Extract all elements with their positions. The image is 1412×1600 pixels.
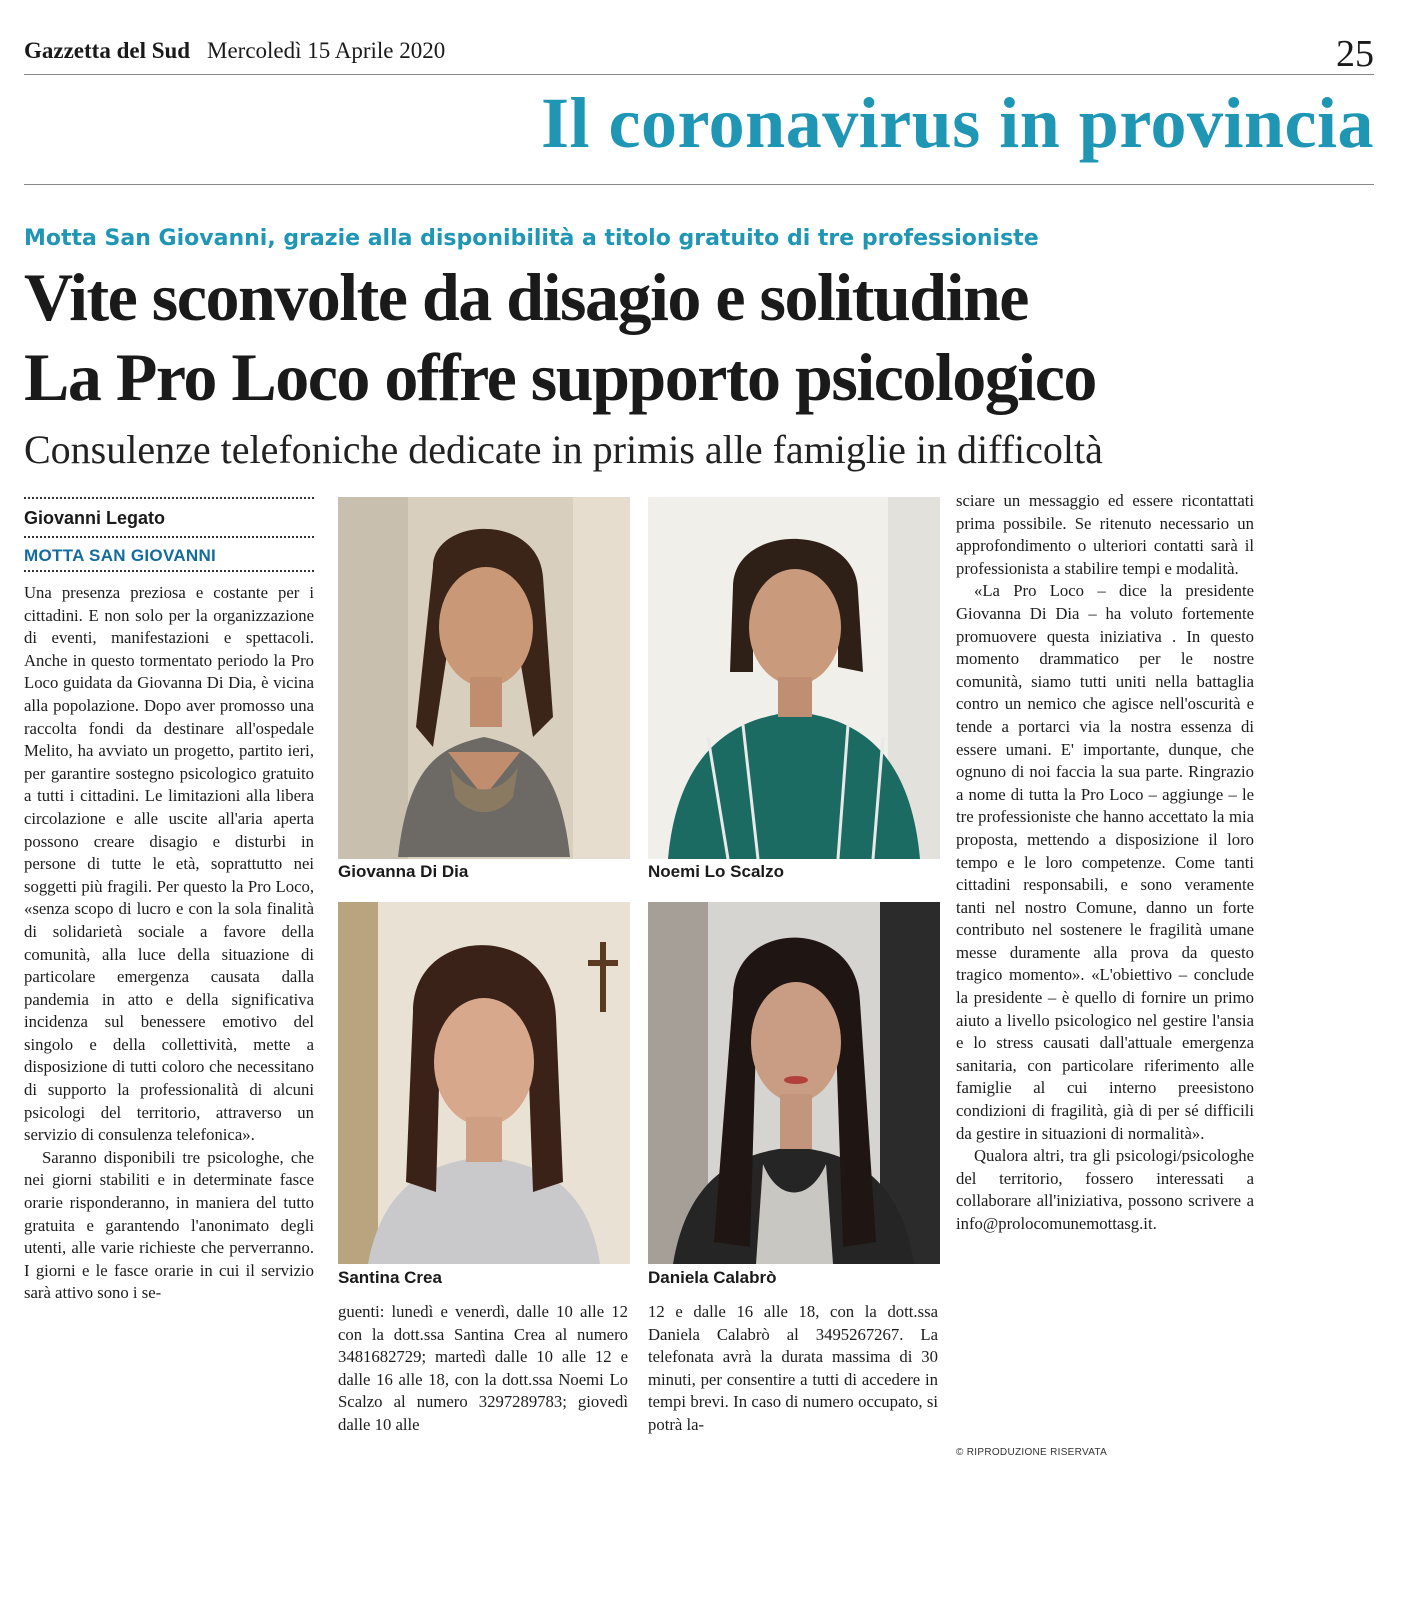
byline-box bbox=[24, 497, 314, 572]
portrait-photo-giovanna-di-dia bbox=[338, 497, 630, 859]
dateline: MOTTA SAN GIOVANNI bbox=[24, 546, 217, 565]
issue-date: Mercoledì 15 Aprile 2020 bbox=[207, 38, 446, 63]
headline-line-1: Vite sconvolte da disagio e solitudine bbox=[24, 259, 1028, 335]
section-title: Il coronavirus in provincia bbox=[541, 83, 1374, 163]
photo-caption: Noemi Lo Scalzo bbox=[648, 862, 785, 881]
article-kicker: Motta San Giovanni, grazie alla disponibilità a titolo gratuito di tre professioniste bbox=[24, 226, 1039, 251]
photo-caption: Santina Crea bbox=[338, 1268, 442, 1287]
article-column-2 bbox=[338, 1301, 628, 1437]
photo-caption: Daniela Calabrò bbox=[648, 1268, 777, 1287]
portrait-image bbox=[338, 902, 630, 1264]
paragraph: guenti: lunedì e venerdì, dalle 10 alle 12 con la dott.ssa Santina Crea al numero 3481682729; martedì dalle 10 alle 12 e dalle 16 alle 18, con la dott.ssa Noemi Lo Scalzo al numero 3297289783; giovedì dalle 10 alle bbox=[338, 1302, 628, 1434]
page-number: 25 bbox=[1336, 33, 1374, 75]
paragraph: Qualora altri, tra gli psicologi/psicologhe del territorio, fossero interessati a collaborare all'iniziativa, possono scrivere a info@prolocomunemottasg.it. bbox=[956, 1146, 1254, 1233]
paragraph: Saranno disponibili tre psicologhe, che nei giorni stabiliti e in determinate fasce orarie risponderanno, in maniera del tutto gratuita e garantendo l'anonimato degli utenti, alle varie richieste che perverranno. I giorni e le fasce orarie in cui il servizio sarà attivo sono i se- bbox=[24, 1147, 314, 1303]
paper-name: Gazzetta del Sud bbox=[24, 38, 191, 63]
article-column-4 bbox=[956, 490, 1254, 1236]
paragraph: sciare un messaggio ed essere ricontattati prima possibile. Se ritenuto necessario un approfondimento o ulteriori contatti sarà il professionista a stabilire tempi e modalità. bbox=[956, 491, 1254, 578]
paragraph: 12 e dalle 16 alle 18, con la dott.ssa Daniela Calabrò al 3495267267. La telefonata avrà la durata massima di 30 minuti, per consentire a tutti di accedere in tempi brevi. In caso di numero occupato, si potrà la- bbox=[648, 1302, 938, 1434]
portrait-image bbox=[338, 497, 630, 859]
article-column-1 bbox=[24, 582, 314, 1305]
headline-line-2: La Pro Loco offre supporto psicologico bbox=[24, 339, 1096, 415]
portrait-photo-daniela-calabro bbox=[648, 902, 940, 1264]
portrait-photo-noemi-lo-scalzo bbox=[648, 497, 940, 859]
portrait-image bbox=[648, 497, 940, 859]
portrait-image bbox=[648, 902, 940, 1264]
paragraph: «La Pro Loco – dice la presidente Giovanna Di Dia – ha voluto fortemente promuovere questa iniziativa . In questo momento drammatico per le nostre comunità, siamo tutti uniti nella battaglia contro un nemico che agisce nell'oscurità e tende a portarci via la nostra essenza di essere umani. E' importante, dunque, che ognuno di noi faccia la sua parte. Ringrazio a nome di tutta la Pro Loco – aggiunge – le tre professioniste che hanno accettato la mia proposta, mettendo a disposizione il loro tempo e le loro competenze. Come tanti cittadini responsabili, e sono veramente tanti nel nostro Comune, danno un forte contributo nel sostenere le fragilità umane messe duramente alla prova da questo tragico momento». «L'obiettivo – conclude la presidente – è quello di fornire un primo aiuto a livello psicologico nel gestire l'ansia e lo stress causati dall'attuale emergenza sanitaria, con particolare riferimento alle famiglie al cui interno preesistono condizioni di fragilità, già di per sé difficili da gestire in situazioni di normalità». bbox=[956, 581, 1254, 1143]
portrait-photo-santina-crea bbox=[338, 902, 630, 1264]
paragraph: Una presenza preziosa e costante per i cittadini. E non solo per la organizzazione di eventi, manifestazioni e spettacoli. Anche in questo tormentato periodo la Pro Loco guidata da Giovanna Di Dia, è vicina alla popolazione. Dopo aver promosso una raccolta fondi da destinare all'ospedale Melito, ha avviato un progetto, partito ieri, per garantire sostegno psicologico gratuito a tutti i cittadini. Le limitazioni alla libera circolazione e alle uscite all'aria aperta possono creare disagio e disturbi in persone di tutte le età, soprattutto nei soggetti più fragili. Per questo la Pro Loco, «senza scopo di lucro e con la sola finalità di solidarietà sociale a favore della comunità, alla luce della situazione di particolare emergenza causata dalla pandemia in atto e della significativa incidenza sul benessere emotivo del singolo e della collettività, mette a disposizione di tutti coloro che necessitano di supporto la professionalità di alcuni psicologi del territorio, attraverso un servizio di consulenza telefonica». bbox=[24, 583, 314, 1145]
article-column-3 bbox=[648, 1301, 938, 1437]
photo-caption: Giovanna Di Dia bbox=[338, 862, 469, 881]
author-name: Giovanni Legato bbox=[24, 508, 166, 528]
masthead bbox=[24, 34, 1374, 75]
subheadline: Consulenze telefoniche dedicate in primis alle famiglie in difficoltà bbox=[24, 427, 1103, 472]
section-divider bbox=[24, 184, 1374, 185]
byline-divider bbox=[24, 570, 314, 572]
copyright-notice: © RIPRODUZIONE RISERVATA bbox=[956, 1447, 1108, 1458]
